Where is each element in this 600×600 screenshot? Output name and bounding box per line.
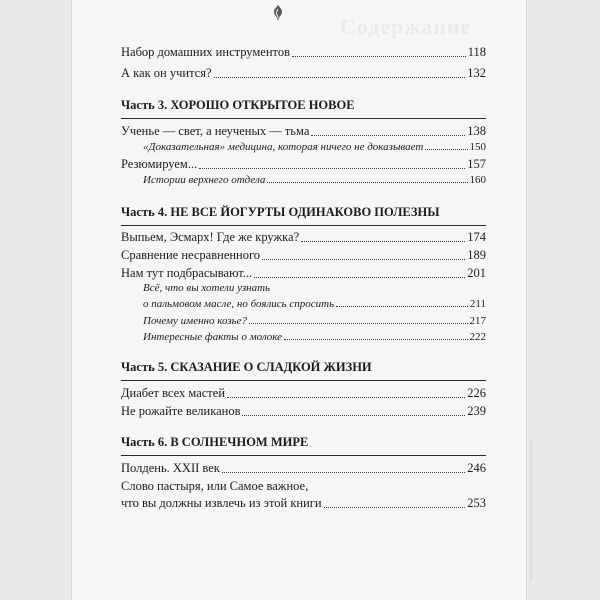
toc-entry-title: Интересные факты о молоке: [143, 331, 283, 343]
part-heading: Часть 5. СКАЗАНИЕ О СЛАДКОЙ ЖИЗНИ: [121, 360, 486, 381]
toc-entry: [121, 461, 486, 476]
toc-entry-page: 118: [467, 45, 486, 59]
toc-entry-page: 150: [469, 141, 486, 153]
toc-entry-title: Полдень. XXII век: [121, 461, 220, 475]
toc-entry: [121, 45, 486, 60]
toc-entry-page: 157: [467, 157, 486, 171]
toc-entry-title: Истории верхнего отдела: [143, 174, 266, 186]
part-heading: Часть 6. В СОЛНЕЧНОМ МИРЕ: [121, 435, 486, 456]
page-edge-shadow: [530, 440, 532, 580]
toc-entry-page: 217: [469, 315, 486, 327]
part-heading: Часть 4. НЕ ВСЕ ЙОГУРТЫ ОДИНАКОВО ПОЛЕЗНЫ: [121, 205, 486, 226]
toc-entry-page: 138: [467, 124, 486, 138]
toc-entry-title: Резюмируем...: [121, 157, 198, 171]
dot-leader: [249, 322, 468, 324]
toc-entry-title: Сравнение несравненного: [121, 248, 261, 262]
toc-subentry: [143, 141, 486, 153]
dot-leader: [222, 471, 465, 473]
toc-subentry-title-line1: Всё, что вы хотели узнать: [143, 282, 271, 294]
toc-entry-title: А как он учится?: [121, 66, 212, 80]
toc-subentry: [143, 298, 486, 310]
toc-entry-title: Набор домашних инструментов: [121, 45, 290, 59]
toc-entry-page: 132: [467, 66, 486, 80]
part-heading: Часть 3. ХОРОШО ОТКРЫТОЕ НОВОЕ: [121, 98, 486, 119]
toc-entry-title: Диабет всех мастей: [121, 386, 226, 400]
toc-entry: [121, 386, 486, 401]
toc-entry-title-line1: Слово пастыря, или Самое важное,: [121, 479, 309, 493]
dot-leader: [284, 338, 467, 340]
toc-entry-title: что вы должны извлечь из этой книги: [121, 496, 322, 510]
toc-entry-page: 174: [467, 230, 486, 244]
toc-entry: [121, 496, 486, 511]
dot-leader: [292, 55, 466, 57]
toc-entry-page: 160: [469, 174, 486, 186]
toc-entry: [121, 157, 486, 172]
dot-leader: [227, 396, 465, 398]
dot-leader: [425, 148, 467, 150]
toc-entry: [121, 66, 486, 81]
toc-entry-title: Выпьем, Эсмарх! Где же кружка?: [121, 230, 300, 244]
dot-leader: [324, 506, 466, 508]
dot-leader: [242, 414, 465, 416]
dot-leader: [301, 240, 465, 242]
toc-entry-title: Не рожайте великанов: [121, 404, 241, 418]
toc-entry-page: 253: [467, 496, 486, 510]
toc-subentry: [143, 331, 486, 343]
toc-entry-page: 222: [469, 331, 486, 343]
toc-subentry: [143, 315, 486, 327]
toc-entry: [121, 230, 486, 245]
toc-entry-page: 239: [467, 404, 486, 418]
dot-leader: [214, 76, 466, 78]
toc-entry: [121, 248, 486, 263]
toc-entry-page: 246: [467, 461, 486, 475]
dot-leader: [262, 258, 465, 260]
toc-entry: [121, 124, 486, 139]
toc-entry-page: 201: [467, 266, 486, 280]
toc-entry-title: о пальмовом масле, но боялись спросить: [143, 298, 335, 310]
toc-entry: [121, 266, 486, 281]
dot-leader: [267, 181, 467, 183]
dot-leader: [311, 134, 465, 136]
dot-leader: [254, 276, 465, 278]
toc-entry-page: 189: [467, 248, 486, 262]
dot-leader: [199, 167, 465, 169]
dot-leader: [336, 305, 468, 307]
toc-entry: [121, 404, 486, 419]
bleed-through-heading: Содержание: [340, 14, 472, 39]
toc-entry-title: Нам тут подбрасывают...: [121, 266, 253, 280]
toc-entry-title: «Доказательная» медицина, которая ничего не доказывает: [143, 141, 424, 153]
toc-entry-page: 226: [467, 386, 486, 400]
toc-subentry: [143, 174, 486, 186]
toc-entry-title: Ученье — свет, а неученых — тьма: [121, 124, 310, 138]
toc-entry-page: 211: [469, 298, 486, 310]
toc-entry-title: Почему именно козье?: [143, 315, 247, 327]
ornament-icon: [270, 4, 286, 22]
